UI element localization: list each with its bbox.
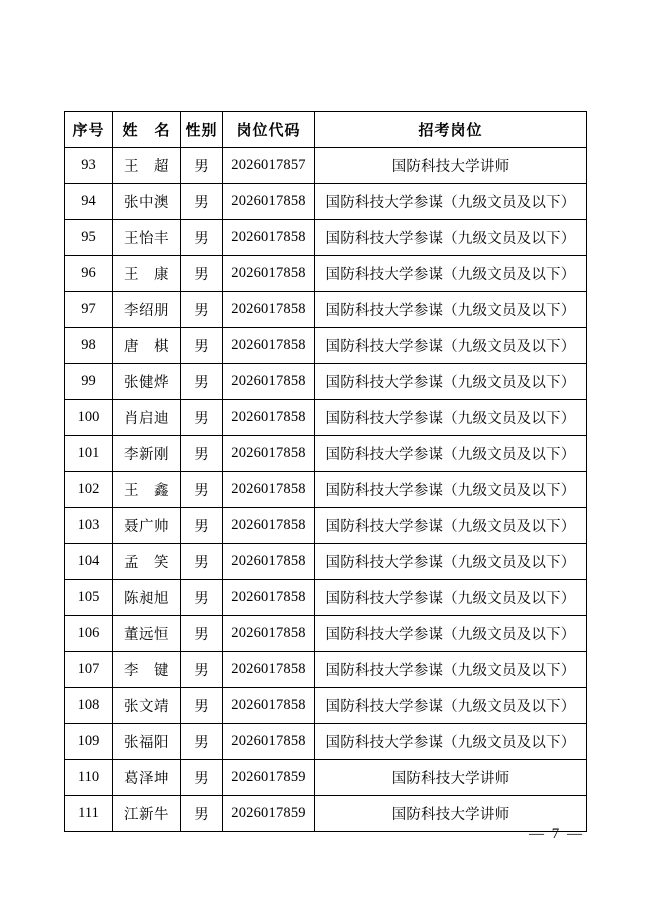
table-header-row (65, 112, 587, 148)
cell-name: 李 键 (113, 652, 181, 688)
cell-index: 107 (65, 652, 113, 688)
cell-post: 国防科技大学参谋（九级文员及以下） (315, 400, 587, 436)
table-row (65, 436, 587, 472)
cell-gender: 男 (181, 148, 223, 184)
cell-gender: 男 (181, 580, 223, 616)
table-row (65, 796, 587, 832)
cell-index: 108 (65, 688, 113, 724)
cell-gender: 男 (181, 688, 223, 724)
table-row (65, 616, 587, 652)
cell-index: 110 (65, 760, 113, 796)
cell-post: 国防科技大学参谋（九级文员及以下） (315, 544, 587, 580)
cell-gender: 男 (181, 184, 223, 220)
table-row (65, 364, 587, 400)
cell-name: 聂广帅 (113, 508, 181, 544)
cell-name: 张健烨 (113, 364, 181, 400)
cell-post: 国防科技大学参谋（九级文员及以下） (315, 652, 587, 688)
cell-index: 105 (65, 580, 113, 616)
cell-gender: 男 (181, 400, 223, 436)
cell-index: 95 (65, 220, 113, 256)
cell-name: 肖启迪 (113, 400, 181, 436)
cell-code: 2026017859 (223, 760, 315, 796)
cell-post: 国防科技大学参谋（九级文员及以下） (315, 256, 587, 292)
cell-index: 111 (65, 796, 113, 832)
table-row (65, 688, 587, 724)
table-row (65, 400, 587, 436)
cell-code: 2026017859 (223, 796, 315, 832)
cell-gender: 男 (181, 328, 223, 364)
cell-post: 国防科技大学讲师 (315, 796, 587, 832)
table-row (65, 472, 587, 508)
table-row (65, 652, 587, 688)
table-row (65, 184, 587, 220)
roster-table-container (64, 111, 586, 832)
cell-index: 103 (65, 508, 113, 544)
column-header-name: 姓 名 (113, 112, 181, 148)
cell-index: 93 (65, 148, 113, 184)
table-body (65, 148, 587, 832)
cell-name: 唐 棋 (113, 328, 181, 364)
cell-name: 张文靖 (113, 688, 181, 724)
cell-index: 101 (65, 436, 113, 472)
cell-name: 张福阳 (113, 724, 181, 760)
cell-name: 张中澳 (113, 184, 181, 220)
cell-gender: 男 (181, 256, 223, 292)
cell-gender: 男 (181, 508, 223, 544)
cell-index: 99 (65, 364, 113, 400)
cell-gender: 男 (181, 652, 223, 688)
cell-gender: 男 (181, 796, 223, 832)
cell-gender: 男 (181, 544, 223, 580)
column-header-gender: 性别 (181, 112, 223, 148)
table-row (65, 292, 587, 328)
column-header-post: 招考岗位 (315, 112, 587, 148)
cell-gender: 男 (181, 364, 223, 400)
cell-name: 孟 笑 (113, 544, 181, 580)
column-header-code: 岗位代码 (223, 112, 315, 148)
cell-code: 2026017858 (223, 544, 315, 580)
cell-index: 100 (65, 400, 113, 436)
cell-post: 国防科技大学参谋（九级文员及以下） (315, 220, 587, 256)
cell-post: 国防科技大学参谋（九级文员及以下） (315, 616, 587, 652)
cell-name: 王怡丰 (113, 220, 181, 256)
cell-post: 国防科技大学参谋（九级文员及以下） (315, 184, 587, 220)
table-row (65, 544, 587, 580)
cell-post: 国防科技大学参谋（九级文员及以下） (315, 724, 587, 760)
table-row (65, 508, 587, 544)
cell-code: 2026017858 (223, 400, 315, 436)
cell-code: 2026017858 (223, 688, 315, 724)
cell-name: 王 鑫 (113, 472, 181, 508)
cell-index: 96 (65, 256, 113, 292)
cell-index: 104 (65, 544, 113, 580)
table-row (65, 724, 587, 760)
table-row (65, 328, 587, 364)
cell-gender: 男 (181, 616, 223, 652)
cell-code: 2026017858 (223, 220, 315, 256)
cell-index: 106 (65, 616, 113, 652)
table-row (65, 148, 587, 184)
cell-post: 国防科技大学讲师 (315, 148, 587, 184)
cell-name: 李新刚 (113, 436, 181, 472)
column-header-index: 序号 (65, 112, 113, 148)
table-row (65, 760, 587, 796)
table-row (65, 256, 587, 292)
cell-name: 江新牛 (113, 796, 181, 832)
cell-code: 2026017858 (223, 508, 315, 544)
cell-post: 国防科技大学参谋（九级文员及以下） (315, 580, 587, 616)
cell-post: 国防科技大学参谋（九级文员及以下） (315, 508, 587, 544)
cell-code: 2026017858 (223, 724, 315, 760)
cell-index: 98 (65, 328, 113, 364)
cell-name: 董远恒 (113, 616, 181, 652)
table-header (65, 112, 587, 148)
cell-post: 国防科技大学参谋（九级文员及以下） (315, 436, 587, 472)
cell-index: 102 (65, 472, 113, 508)
cell-code: 2026017858 (223, 364, 315, 400)
cell-index: 109 (65, 724, 113, 760)
cell-gender: 男 (181, 760, 223, 796)
cell-name: 王 超 (113, 148, 181, 184)
cell-gender: 男 (181, 724, 223, 760)
cell-gender: 男 (181, 292, 223, 328)
cell-post: 国防科技大学参谋（九级文员及以下） (315, 292, 587, 328)
cell-code: 2026017858 (223, 184, 315, 220)
cell-index: 94 (65, 184, 113, 220)
cell-post: 国防科技大学参谋（九级文员及以下） (315, 688, 587, 724)
cell-code: 2026017858 (223, 256, 315, 292)
page-number: — 7 — (529, 826, 584, 842)
cell-code: 2026017858 (223, 292, 315, 328)
cell-post: 国防科技大学参谋（九级文员及以下） (315, 472, 587, 508)
cell-post: 国防科技大学参谋（九级文员及以下） (315, 364, 587, 400)
cell-code: 2026017858 (223, 328, 315, 364)
cell-gender: 男 (181, 472, 223, 508)
cell-code: 2026017858 (223, 472, 315, 508)
cell-post: 国防科技大学参谋（九级文员及以下） (315, 328, 587, 364)
cell-name: 葛泽坤 (113, 760, 181, 796)
cell-post: 国防科技大学讲师 (315, 760, 587, 796)
cell-name: 李绍朋 (113, 292, 181, 328)
cell-name: 陈昶旭 (113, 580, 181, 616)
cell-name: 王 康 (113, 256, 181, 292)
table-row (65, 220, 587, 256)
cell-code: 2026017858 (223, 652, 315, 688)
cell-code: 2026017858 (223, 616, 315, 652)
cell-code: 2026017858 (223, 436, 315, 472)
cell-index: 97 (65, 292, 113, 328)
cell-code: 2026017857 (223, 148, 315, 184)
cell-gender: 男 (181, 436, 223, 472)
table-row (65, 580, 587, 616)
cell-gender: 男 (181, 220, 223, 256)
roster-table (64, 111, 587, 832)
cell-code: 2026017858 (223, 580, 315, 616)
